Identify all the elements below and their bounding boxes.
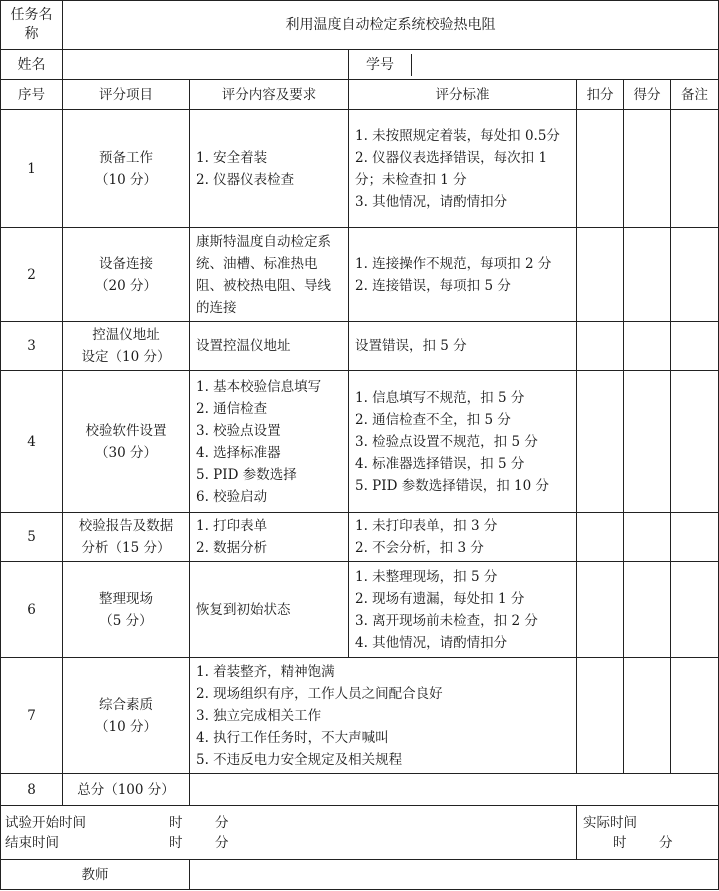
- row-no: 3: [1, 322, 63, 371]
- row-standard: [349, 322, 577, 371]
- remark-cell[interactable]: [671, 658, 719, 774]
- row-standard: [349, 110, 577, 228]
- content-line: 2. 现场组织有序，工作人员之间配合良好: [196, 685, 443, 702]
- remark-cell[interactable]: [671, 322, 719, 371]
- project-line: 综合素质: [99, 696, 153, 713]
- standard-line: 5. PID 参数选择错误，扣 10 分: [355, 477, 549, 494]
- row-no: 6: [1, 562, 63, 658]
- start-hour-unit: 时: [169, 814, 183, 831]
- row-project: [63, 371, 190, 513]
- standard-line: 2. 现场有遗漏，每处扣 1 分: [355, 590, 525, 607]
- standard-line: 3. 检验点设置不规范，扣 5 分: [355, 433, 538, 450]
- total-value-cell[interactable]: [190, 774, 719, 806]
- standard-line: 1. 连接操作不规范，每项扣 2 分: [355, 255, 552, 272]
- col-header-remark: 备注: [671, 80, 719, 110]
- row-project: [63, 322, 190, 371]
- standard-line: 1. 未打印表单，扣 3 分: [355, 518, 498, 534]
- content-line: 2. 仪器仪表检查: [196, 171, 295, 188]
- score-cell[interactable]: [624, 658, 671, 774]
- time-row: [1, 806, 719, 860]
- standard-line: 4. 其他情况，请酌情扣分: [355, 634, 508, 651]
- standard-line: 2. 通信检查不全，扣 5 分: [355, 411, 511, 428]
- content-line: 3. 校验点设置: [196, 422, 281, 439]
- content-line: 6. 校验启动: [196, 488, 268, 505]
- col-header-content: 评分内容及要求: [190, 80, 349, 110]
- standard-line: 3. 离开现场前未检查，扣 2 分: [355, 612, 538, 629]
- standard-line: 1. 未按照规定着装，每处扣 0.5分: [355, 127, 560, 144]
- actual-minute-unit: 分: [659, 834, 673, 851]
- table-row: [1, 371, 719, 513]
- table-row: [1, 322, 719, 371]
- deduct-cell[interactable]: [577, 658, 624, 774]
- row-no: 7: [1, 658, 63, 774]
- row-content: [190, 562, 349, 658]
- actual-hour-unit: 时: [613, 834, 627, 851]
- end-hour-unit: 时: [169, 834, 183, 851]
- column-header-row: [1, 80, 719, 110]
- deduct-cell[interactable]: [577, 371, 624, 513]
- remark-cell[interactable]: [671, 371, 719, 513]
- project-line: 设定（10 分）: [81, 349, 171, 365]
- end-minute-unit: 分: [215, 834, 229, 851]
- content-line: 3. 独立完成相关工作: [196, 707, 322, 724]
- standard-line: 2. 仪器仪表选择错误，每次扣 1 分；未检查扣 1 分: [355, 149, 548, 188]
- row-content: [190, 371, 349, 513]
- content-line: 4. 执行工作任务时，不大声喊叫: [196, 729, 389, 746]
- standard-line: 2. 不会分析，扣 3 分: [355, 540, 484, 556]
- standard-line: 设置错误，扣 5 分: [355, 338, 467, 354]
- table-row: [1, 228, 719, 322]
- content-line: 设置控温仪地址: [196, 338, 291, 354]
- actual-time-label: 实际时间: [583, 814, 637, 831]
- actual-time-line: [583, 833, 712, 853]
- content-line: 康斯特温度自动检定系统、油槽、标准热电阻、被校热电阻、导线的连接: [196, 233, 331, 316]
- time-cell: [1, 806, 577, 860]
- score-cell[interactable]: [624, 513, 671, 562]
- project-line: （10 分）: [95, 718, 157, 735]
- name-value-cell[interactable]: [63, 50, 349, 80]
- total-row: [1, 774, 719, 806]
- deduct-cell[interactable]: [577, 513, 624, 562]
- content-line: 1. 着装整齐，精神饱满: [196, 663, 335, 680]
- content-line: 5. PID 参数选择: [196, 466, 297, 483]
- project-line: 分析（15 分）: [81, 540, 171, 556]
- content-line: 1. 打印表单: [196, 518, 268, 534]
- row-content: [190, 110, 349, 228]
- end-time-label: 结束时间: [5, 834, 59, 851]
- row-no: 1: [1, 110, 63, 228]
- project-line: 整理现场: [99, 590, 153, 607]
- project-line: （5 分）: [99, 612, 153, 629]
- row-content: [190, 322, 349, 371]
- task-row: [1, 1, 719, 50]
- score-cell[interactable]: [624, 110, 671, 228]
- project-line: 校验软件设置: [85, 422, 167, 439]
- project-line: （10 分）: [95, 171, 157, 188]
- row-content: [190, 658, 577, 774]
- row-content: [190, 513, 349, 562]
- col-header-standard: 评分标准: [349, 80, 577, 110]
- end-time-line: [5, 833, 570, 853]
- score-cell[interactable]: [624, 562, 671, 658]
- col-header-no: 序号: [1, 80, 63, 110]
- row-project: [63, 228, 190, 322]
- project-line: （30 分）: [95, 444, 157, 461]
- row-no: 4: [1, 371, 63, 513]
- name-label: 姓名: [1, 50, 63, 80]
- start-time-line: [5, 813, 570, 833]
- task-value: 利用温度自动检定系统校验热电阻: [63, 1, 719, 50]
- score-cell[interactable]: [624, 322, 671, 371]
- row-standard: [349, 513, 577, 562]
- project-line: （20 分）: [95, 277, 157, 294]
- standard-line: 1. 未整理现场，扣 5 分: [355, 568, 498, 585]
- row-standard: [349, 562, 577, 658]
- teacher-signature-cell[interactable]: [190, 860, 719, 890]
- row-standard: [349, 371, 577, 513]
- project-line: 校验报告及数据: [78, 518, 174, 534]
- standard-line: 2. 连接错误，每项扣 5 分: [355, 277, 511, 294]
- teacher-label: 教师: [1, 860, 190, 890]
- content-line: 1. 基本校验信息填写: [196, 378, 322, 395]
- content-line: 2. 数据分析: [196, 540, 268, 556]
- table-row: [1, 513, 719, 562]
- table-row: [1, 110, 719, 228]
- project-line: 控温仪地址: [92, 327, 160, 343]
- standard-line: 1. 信息填写不规范，扣 5 分: [355, 389, 525, 406]
- name-row: [1, 50, 719, 80]
- remark-cell[interactable]: [671, 562, 719, 658]
- student-id-label: 学号: [349, 54, 412, 76]
- table-row: [1, 658, 719, 774]
- row-standard: [349, 228, 577, 322]
- teacher-row: [1, 860, 719, 890]
- col-header-deduct: 扣分: [577, 80, 624, 110]
- row-project: [63, 513, 190, 562]
- start-time-label: 试验开始时间: [5, 814, 86, 831]
- row-project: [63, 562, 190, 658]
- row-content: [190, 228, 349, 322]
- student-id-cell[interactable]: [349, 50, 719, 80]
- content-line: 1. 安全着装: [196, 149, 268, 166]
- table-row: [1, 562, 719, 658]
- col-header-score: 得分: [624, 80, 671, 110]
- col-header-project: 评分项目: [63, 80, 190, 110]
- remark-cell[interactable]: [671, 513, 719, 562]
- row-project: [63, 110, 190, 228]
- project-line: 设备连接: [99, 255, 153, 272]
- remark-cell[interactable]: [671, 228, 719, 322]
- row-no: 5: [1, 513, 63, 562]
- row-no: 8: [1, 774, 63, 806]
- row-no: 2: [1, 228, 63, 322]
- total-label: 总分（100 分）: [63, 774, 190, 806]
- score-cell[interactable]: [624, 371, 671, 513]
- standard-line: 4. 标准器选择错误，扣 5 分: [355, 455, 525, 472]
- deduct-cell[interactable]: [577, 228, 624, 322]
- score-cell[interactable]: [624, 228, 671, 322]
- deduct-cell[interactable]: [577, 110, 624, 228]
- deduct-cell[interactable]: [577, 322, 624, 371]
- actual-time-cell: [577, 806, 719, 860]
- content-line: 4. 选择标准器: [196, 444, 281, 461]
- start-minute-unit: 分: [215, 814, 229, 831]
- content-line: 5. 不违反电力安全规定及相关规程: [196, 751, 403, 768]
- row-project: [63, 658, 190, 774]
- task-label: 任务名称: [1, 1, 63, 50]
- content-line: 2. 通信检查: [196, 400, 268, 417]
- deduct-cell[interactable]: [577, 562, 624, 658]
- content-line: 恢复到初始状态: [196, 601, 291, 618]
- project-line: 预备工作: [99, 149, 153, 166]
- remark-cell[interactable]: [671, 110, 719, 228]
- standard-line: 3. 其他情况，请酌情扣分: [355, 193, 508, 210]
